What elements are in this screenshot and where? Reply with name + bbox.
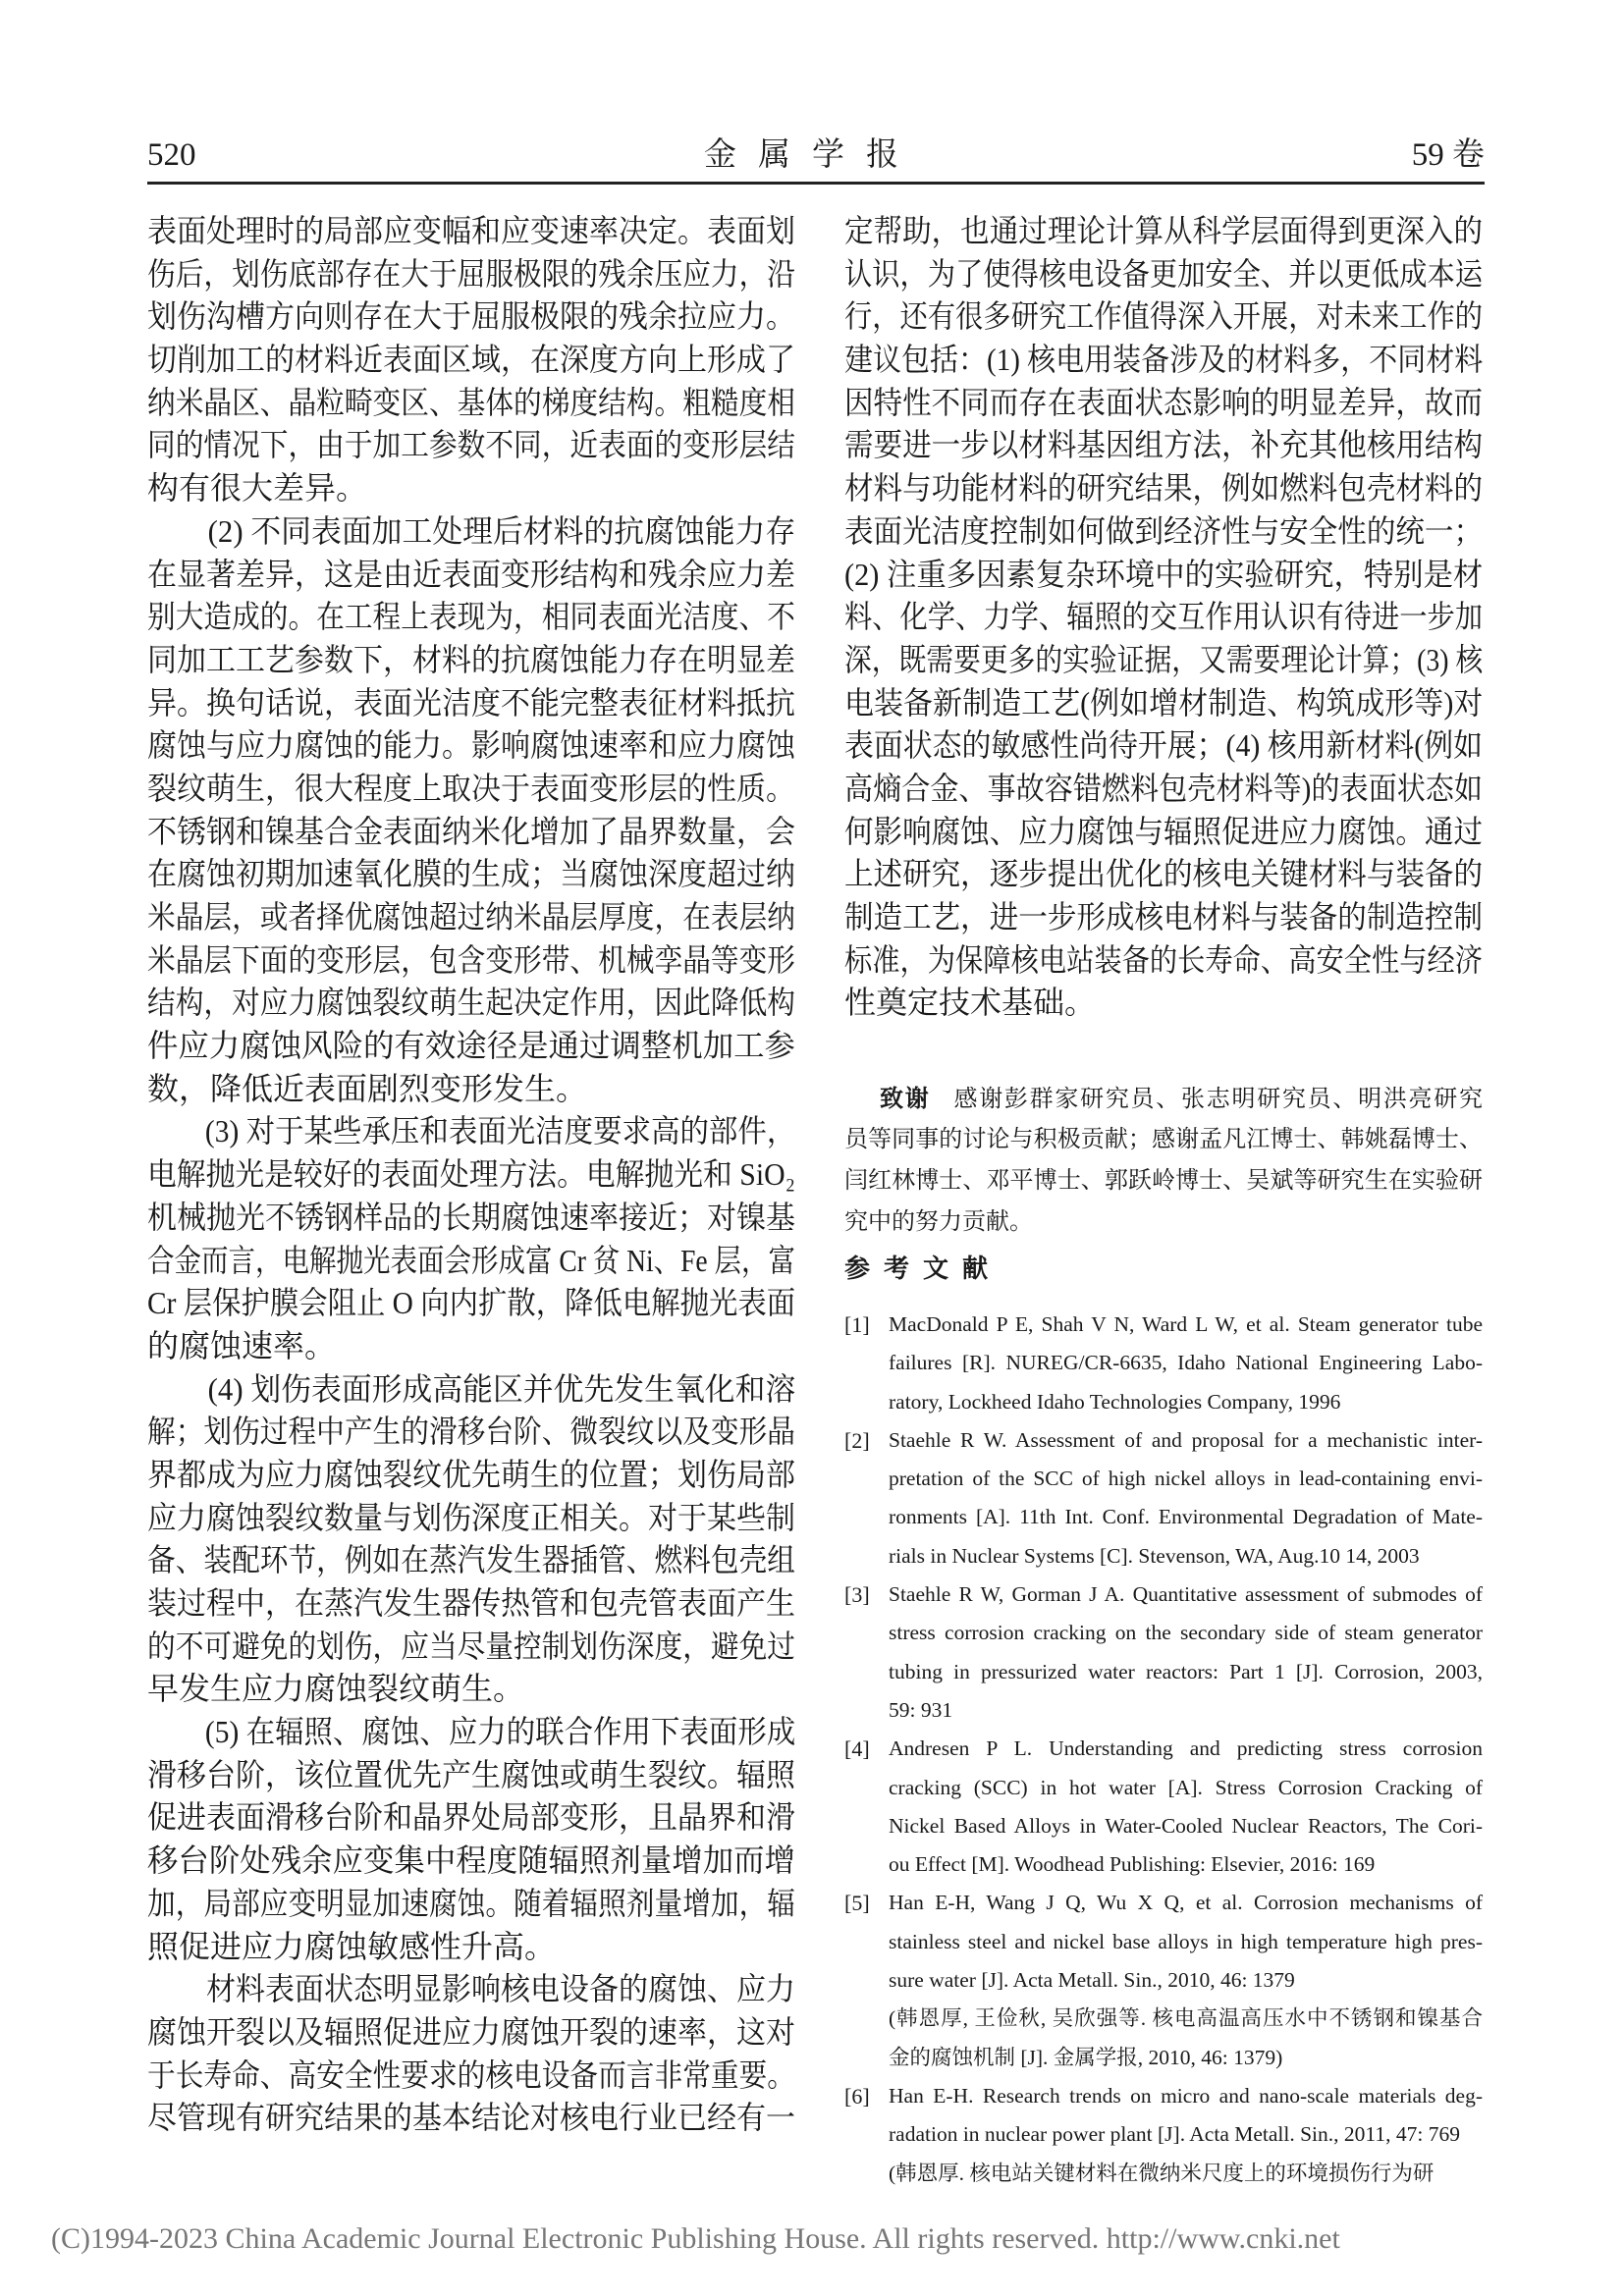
text-line: 界都成为应力腐蚀裂纹优先萌生的位置；划伤局部: [147, 1456, 796, 1492]
text-line: 早发生应力腐蚀裂纹萌生。: [147, 1671, 525, 1707]
text-line: 标准，为保障核电站装备的长寿命、高安全性与经济: [844, 941, 1484, 978]
reference-line: tubing in pressurized water reactors: Part 1 [J]. Corrosion, 2003,: [889, 1659, 1483, 1683]
text-line: 机械抛光不锈钢样品的长期腐蚀速率接近；对镍基: [147, 1199, 796, 1235]
paragraph: [147, 1110, 795, 1367]
references-list: [844, 1306, 1483, 2193]
text-line: 裂纹萌生，很大程度上取决于表面变形层的性质。: [147, 770, 796, 806]
text-line: 应力腐蚀裂纹数量与划伤深度正相关。对于某些制: [147, 1499, 796, 1535]
reference-line: Staehle R W. Assessment of and proposal for a mechanistic inter-: [889, 1427, 1483, 1452]
text-line: 米晶层下面的变形层，包含变形带、机械孪晶等变形: [147, 941, 795, 978]
text-line: 上述研究，逐步提出优化的核电关键材料与装备的: [844, 856, 1484, 892]
paragraph: [147, 210, 795, 510]
reference-line: stress corrosion cracking on the secondary side of steam generator: [889, 1621, 1483, 1645]
paragraph: [147, 1368, 795, 1712]
text-line: 表面处理时的局部应变幅和应变速率决定。表面划: [147, 213, 796, 248]
paragraph: [147, 1711, 795, 1968]
text-line: 材料与功能材料的研究结果，例如燃料包壳材料的: [844, 470, 1484, 507]
text-line: 构有很大差异。: [147, 470, 368, 507]
references-heading: 参考文献: [844, 1255, 1002, 1284]
text-line: 纳米晶区、晶粒畸变区、基体的梯度结构。粗糙度相: [147, 384, 795, 420]
text-line: 因特性不同而存在表面状态影响的明显差异，故而: [844, 384, 1484, 420]
acknowledgment-text: 闫红林博士、邓平博士、郭跃岭博士、吴斌等研究生在实验研: [844, 1168, 1483, 1194]
text-line: 高熵合金、事故容错燃料包壳材料等)的表面状态如: [844, 770, 1484, 806]
reference-line: Staehle R W, Gorman J A. Quantitative assessment of submodes of: [889, 1582, 1483, 1607]
text-line: 腐蚀与应力腐蚀的能力。影响腐蚀速率和应力腐蚀: [147, 727, 796, 764]
text-line: 照促进应力腐蚀敏感性升高。: [147, 1928, 557, 1964]
text-line: 性奠定技术基础。: [844, 985, 1097, 1021]
reference-line: 59: 931: [889, 1697, 953, 1722]
reference-line: 金的腐蚀机制 [J]. 金属学报, 2010, 46: 1379): [889, 2045, 1283, 2069]
paragraph: [147, 510, 795, 1111]
text-line: 料、化学、力学、辐照的交互作用认识有待进一步加: [844, 599, 1484, 635]
text-line: 表面状态的敏感性尚待开展；(4) 核用新材料(例如: [844, 727, 1483, 764]
reference-item: [844, 1730, 1483, 1884]
text-line: 材料表面状态明显影响核电设备的腐蚀、应力: [206, 1971, 796, 2007]
reference-item: [844, 1575, 1483, 1730]
text-line: 定帮助，也通过理论计算从科学层面得到更深入的: [844, 213, 1484, 248]
text-line: 于长寿命、高安全性要求的核电设备而言非常重要。: [147, 2056, 795, 2093]
acknowledgment-line: [844, 1119, 1483, 1160]
text-line: 尽管现有研究结果的基本结论对核电行业已经有一: [147, 2100, 796, 2136]
text-line: 别大造成的。在工程上表现为，相同表面光洁度、不: [147, 599, 795, 635]
reference-line: Han E-H. Research trends on micro and nano-scale materials deg-: [889, 2083, 1483, 2108]
text-line: 需要进一步以材料基因组方法，补充其他核用结构: [844, 427, 1484, 463]
text-line: 同加工工艺参数下，材料的抗腐蚀能力存在明显差: [147, 641, 796, 677]
text-line: 表面光洁度控制如何做到经济性与安全性的统一；: [844, 512, 1484, 549]
reference-line: radation in nuclear power plant [J]. Acta Metall. Sin., 2011, 47: 769: [889, 2122, 1460, 2147]
text-line: 促进表面滑移台阶和晶界处局部变形，且晶界和滑: [147, 1799, 796, 1836]
text-line: 的腐蚀速率。: [147, 1327, 337, 1363]
reference-number: [1]: [844, 1312, 870, 1337]
text-line: 滑移台阶，该位置优先产生腐蚀或萌生裂纹。辐照: [147, 1756, 796, 1792]
text-line: 电解抛光是较好的表面处理方法。电解抛光和 SiO₂: [147, 1156, 796, 1193]
reference-item: [844, 1421, 1483, 1575]
reference-number: [6]: [844, 2083, 870, 2109]
text-line: 不锈钢和镍基合金表面纳米化增加了晶界数量，会: [147, 813, 796, 849]
text-line: 加，局部应变明显加速腐蚀。随着辐照剂量增加，辐: [147, 1885, 795, 1921]
text-line: 件应力腐蚀风险的有效途径是通过调整机加工参: [147, 1028, 795, 1064]
page-number: 520: [147, 137, 196, 173]
reference-line: stainless steel and nickel base alloys in high temperature high pres-: [889, 1929, 1483, 1953]
reference-line: (韩恩厚. 核电站关键材料在微纳米尺度上的环境损伤行为研: [889, 2161, 1435, 2185]
reference-number: [2]: [844, 1427, 870, 1453]
reference-line: (韩恩厚, 王俭秋, 吴欣强等. 核电高温高压水中不锈钢和镍基合: [889, 2006, 1483, 2031]
acknowledgment-line: [844, 1160, 1483, 1201]
reference-line: failures [R]. NUREG/CR-6635, Idaho National Engineering Labo-: [889, 1351, 1483, 1375]
journal-title: 金属学报: [704, 137, 920, 173]
acknowledgment-line: [844, 1201, 1483, 1243]
text-line: 米晶层，或者择优腐蚀超过纳米晶层厚度，在表层纳: [147, 899, 795, 934]
text-line: 的不可避免的划伤，应当尽量控制划伤深度，避免过: [147, 1628, 795, 1664]
text-line: (3) 对于某些承压和表面光洁度要求高的部件，: [204, 1113, 796, 1149]
text-line: 电装备新制造工艺(例如增材制造、构筑成形等)对: [844, 684, 1484, 721]
text-line: 结构，对应力腐蚀裂纹萌生起决定作用，因此降低构: [147, 985, 795, 1021]
reference-number: [4]: [844, 1736, 870, 1762]
reference-line: ronments [A]. 11th Int. Conf. Environmental Degradation of Mate-: [889, 1505, 1483, 1529]
text-line: 合金而言，电解抛光表面会形成富 Cr 贫 Ni、Fe 层，富: [147, 1242, 796, 1278]
paragraph: [844, 210, 1483, 1025]
acknowledgment: [844, 1078, 1483, 1243]
reference-line: rials in Nuclear Systems [C]. Stevenson, WA, Aug.10 14, 2003: [889, 1543, 1420, 1568]
reference-line: Nickel Based Alloys in Water-Cooled Nuclear Reactors, The Cori-: [889, 1813, 1483, 1838]
text-line: (5) 在辐照、腐蚀、应力的联合作用下表面形成: [204, 1714, 796, 1750]
acknowledgment-text: 员等同事的讨论与积极贡献；感谢孟凡江博士、韩姚磊博士、: [844, 1127, 1483, 1152]
copyright-footer: (C)1994-2023 China Academic Journal Electronic Publishing House. All rights reserved. http://www.cnki.net: [51, 2222, 1340, 2255]
text-line: (2) 注重多因素复杂环境中的实验研究，特别是材: [844, 556, 1484, 592]
text-line: 建议包括：(1) 核电用装备涉及的材料多，不同材料: [844, 342, 1484, 378]
volume-label: 59 卷: [1411, 137, 1485, 173]
text-line: 装过程中，在蒸汽发生器传热管和包壳管表面产生: [147, 1585, 796, 1621]
acknowledgment-line: [844, 1078, 1483, 1119]
header-divider: [147, 182, 1485, 185]
reference-line: Andresen P L. Understanding and predicting stress corrosion: [889, 1736, 1483, 1761]
text-line: 何影响腐蚀、应力腐蚀与辐照促进应力腐蚀。通过: [844, 813, 1484, 849]
reference-number: [3]: [844, 1582, 870, 1608]
text-line: 异。换句话说，表面光洁度不能完整表征材料抵抗: [147, 684, 796, 721]
reference-line: MacDonald P E, Shah V N, Ward L W, et al. Steam generator tube: [889, 1312, 1483, 1336]
text-line: Cr 层保护膜会阻止 O 向内扩散，降低电解抛光表面: [147, 1285, 796, 1321]
acknowledgment-text: 究中的努力贡献。: [844, 1209, 1033, 1235]
reference-item: [844, 1884, 1483, 2076]
reference-line: cracking (SCC) in hot water [A]. Stress Corrosion Cracking of: [889, 1775, 1483, 1799]
text-line: 数，降低近表面剧烈变形发生。: [147, 1070, 588, 1106]
text-line: 腐蚀开裂以及辐照促进应力腐蚀开裂的速率，这对: [147, 2013, 796, 2050]
text-line: 同的情况下，由于加工参数不同，近表面的变形层结: [147, 427, 795, 463]
reference-item: [844, 2077, 1483, 2193]
text-line: 行，还有很多研究工作值得深入开展，对未来工作的: [844, 298, 1484, 335]
text-line: 深，既需要更多的实验证据，又需要理论计算；(3) 核: [844, 641, 1484, 677]
text-line: (4) 划伤表面形成高能区并优先发生氧化和溶: [207, 1370, 796, 1407]
text-line: 切削加工的材料近表面区域，在深度方向上形成了: [147, 342, 796, 378]
text-line: 认识，为了使得核电设备更加安全、并以更低成本运: [844, 255, 1484, 292]
left-column: [147, 210, 795, 2140]
reference-line: sure water [J]. Acta Metall. Sin., 2010, 46: 1379: [889, 1968, 1295, 1993]
reference-item: [844, 1306, 1483, 1421]
reference-line: Han E-H, Wang J Q, Wu X Q, et al. Corrosion mechanisms of: [889, 1891, 1483, 1915]
text-line: (2) 不同表面加工处理后材料的抗腐蚀能力存: [207, 512, 796, 549]
text-line: 划伤沟槽方向则存在大于屈服极限的残余拉应力。: [147, 298, 796, 335]
reference-line: ratory, Lockheed Idaho Technologies Company, 1996: [889, 1389, 1341, 1414]
text-line: 解；划伤过程中产生的滑移台阶、微裂纹以及变形晶: [147, 1414, 795, 1450]
text-line: 伤后，划伤底部存在大于屈服极限的残余压应力，沿: [147, 255, 795, 292]
text-line: 在腐蚀初期加速氧化膜的生成；当腐蚀深度超过纳: [147, 856, 796, 892]
reference-line: pretation of the SCC of high nickel alloys in lead-containing envi-: [889, 1467, 1483, 1491]
text-line: 制造工艺，进一步形成核电材料与装备的制造控制: [844, 899, 1484, 934]
paragraph: [147, 1968, 795, 2140]
reference-number: [5]: [844, 1891, 870, 1916]
acknowledgment-text: 感谢彭群家研究员、张志明研究员、明洪亮研究: [953, 1087, 1484, 1112]
text-line: 在显著差异，这是由近表面变形结构和残余应力差: [147, 556, 796, 592]
text-line: 移台阶处残余应变集中程度随辐照剂量增加而增: [147, 1842, 795, 1879]
reference-line: ou Effect [M]. Woodhead Publishing: Elsevier, 2016: 169: [889, 1852, 1376, 1877]
right-column: [844, 210, 1483, 1025]
text-line: 备、装配环节，例如在蒸汽发生器插管、燃料包壳组: [147, 1542, 795, 1578]
acknowledgment-title: 致谢: [880, 1085, 931, 1112]
